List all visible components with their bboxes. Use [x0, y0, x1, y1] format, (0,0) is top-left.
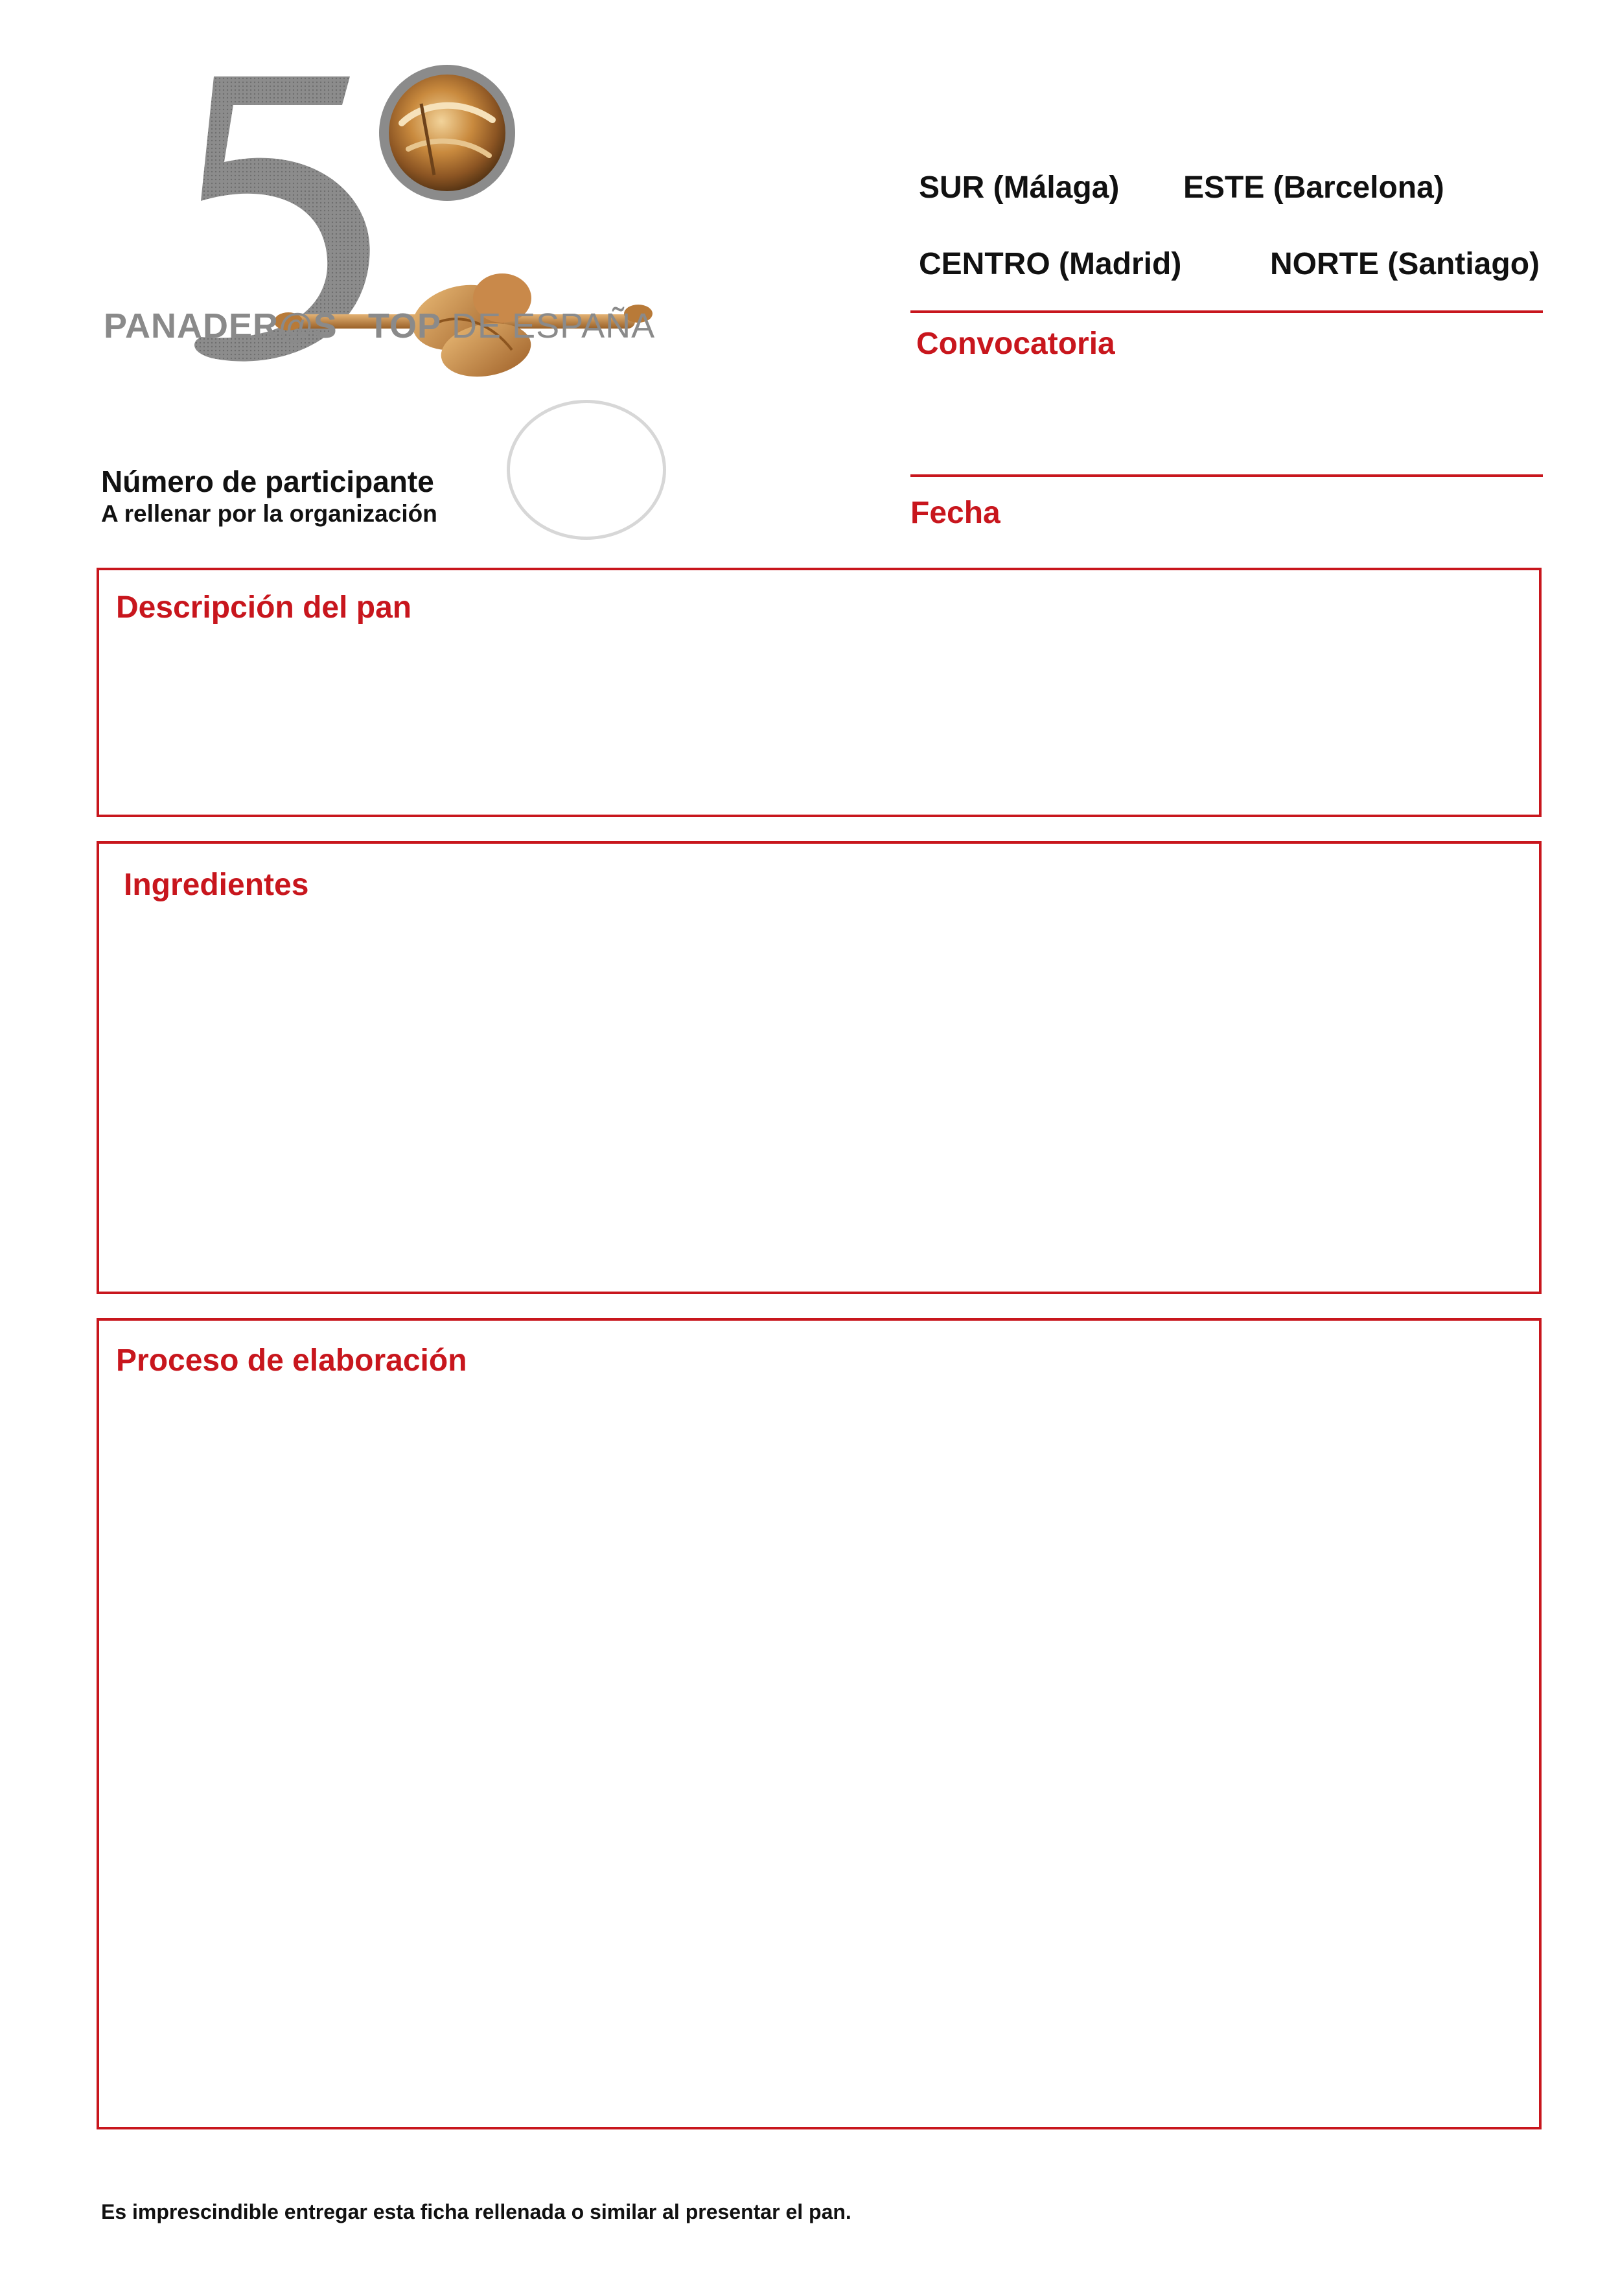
proceso-box[interactable]	[97, 1318, 1542, 2129]
convocatoria-field[interactable]	[910, 363, 1543, 473]
ingredientes-title: Ingredientes	[124, 868, 309, 902]
proceso-title: Proceso de elaboración	[116, 1343, 467, 1378]
ingredientes-box[interactable]	[97, 841, 1542, 1294]
fecha-label: Fecha	[910, 496, 1000, 530]
logo-word-panaderos: PANADER@S	[104, 307, 338, 345]
region-norte[interactable]: NORTE (Santiago)	[1270, 247, 1540, 281]
footer-note: Es imprescindible entregar esta ficha rellenada o similar al presentar el pan.	[101, 2200, 851, 2223]
competition-logo	[97, 65, 680, 389]
region-sur[interactable]: SUR (Málaga)	[919, 170, 1120, 205]
convocatoria-rule	[910, 310, 1543, 313]
fecha-rule	[910, 474, 1543, 477]
participant-number-circle[interactable]	[507, 400, 666, 540]
region-este[interactable]: ESTE (Barcelona)	[1183, 170, 1444, 205]
convocatoria-label: Convocatoria	[916, 327, 1115, 361]
logo-word-top-espana: TOP DE ESPAÑA	[368, 307, 656, 345]
descripcion-title: Descripción del pan	[116, 590, 412, 625]
participant-number-title: Número de participante	[101, 465, 434, 498]
participant-number-note: A rellenar por la organización	[101, 500, 437, 527]
region-centro[interactable]: CENTRO (Madrid)	[919, 247, 1182, 281]
descripcion-box[interactable]	[97, 568, 1542, 817]
